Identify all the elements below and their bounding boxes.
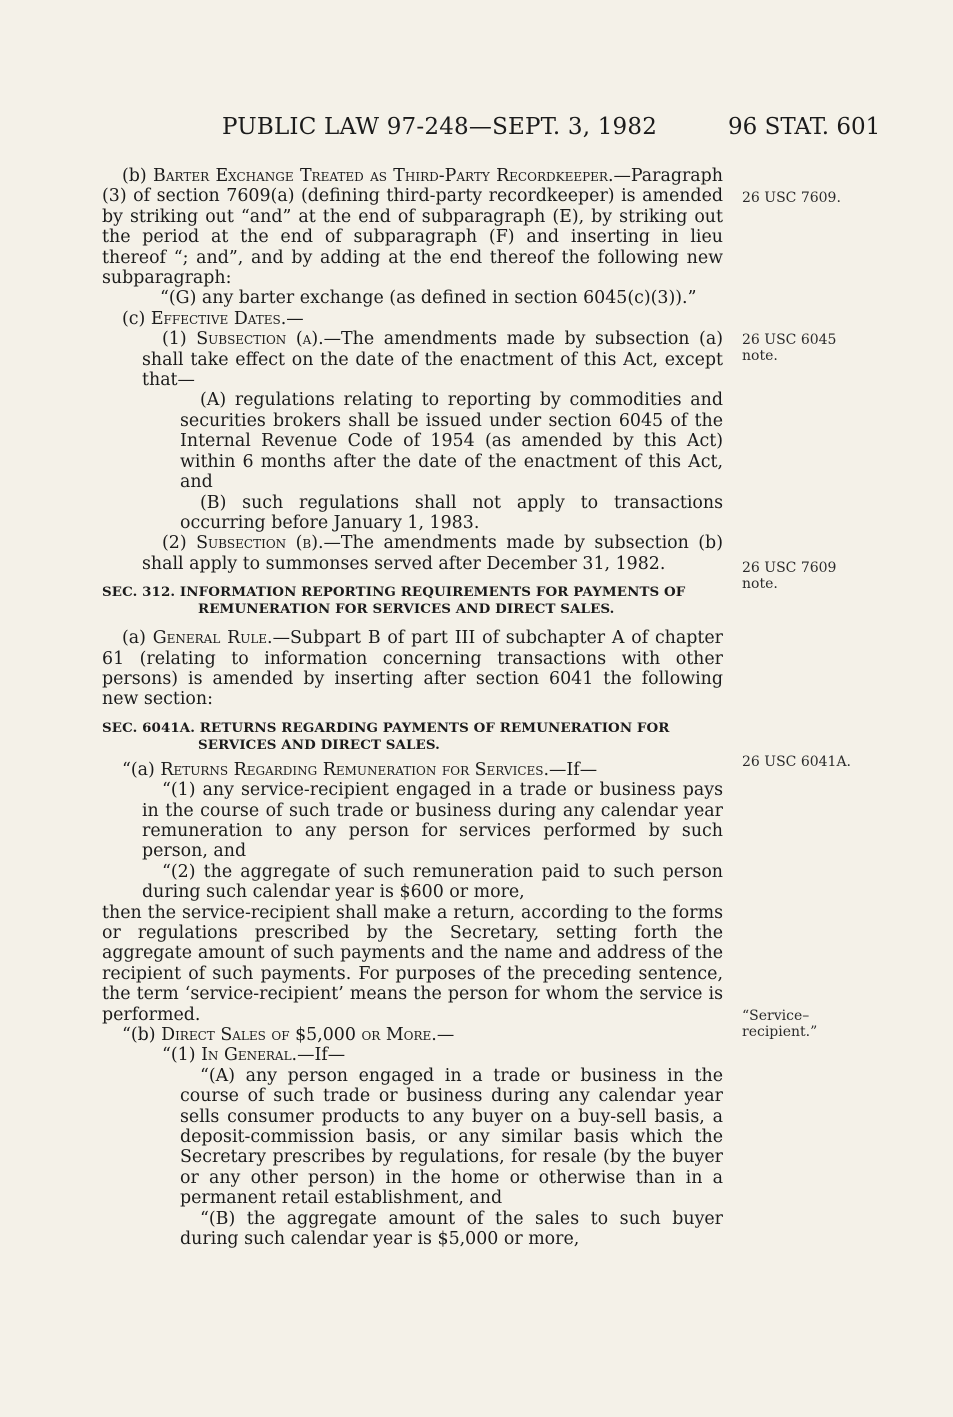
- heading-effective-dates: Effective Dates.: [150, 308, 287, 329]
- section-6041a-heading: SEC. 6041A. RETURNS REGARDING PAYMENTS OF REMUNERATION FOR SERVICES AND DIRECT SALES.: [102, 719, 670, 753]
- margin-note-6041a: 26 USC 6041A.: [742, 754, 852, 770]
- heading-general-rule: General Rule.: [152, 628, 273, 649]
- page-header: [0, 114, 953, 148]
- paragraph-rb1-B: “(B) the aggregate amount of the sales to such buyer during such calendar year is $5,000 or more,: [180, 1208, 723, 1250]
- paragraph-c2: (2) Subsection (b).—The amendments made by subsection (b) shall apply to summonses served after December 31, 1982.: [142, 533, 723, 574]
- paragraph-returns-remuneration: “(a) Returns Regarding Remuneration for Services.—If—: [122, 759, 598, 780]
- heading-returns-remuneration: Returns Regarding Remuneration for Services.: [160, 759, 550, 780]
- margin-note-7609-note: 26 USC 7609 note.: [742, 560, 837, 592]
- heading-subsection-a: Subsection (a).: [196, 329, 324, 350]
- paragraph-c1-B: (B) such regulations shall not apply to transactions occurring before January 1, 1983.: [180, 492, 723, 533]
- paragraph-ra-then: then the service-recipient shall make a return, according to the forms or regulations prescribed by the Secretary, setting forth the aggregate amount of such payments and the name and address of the recipient of such payments. For purposes of the preceding sentence, the term ‘service-recipient’ means the person for whom the service is performed.: [102, 902, 723, 1025]
- statute-page-number: 96 STAT. 601: [728, 114, 881, 140]
- heading-subsection-b: Subsection (b).: [196, 533, 324, 554]
- paragraph-c1-A: (A) regulations relating to reporting by commodities and securities brokers shall be issued under section 6045 of the Internal Revenue Code of 1954 (as amended by this Act) within 6 months after the date of the enactment of this Act, and: [180, 390, 723, 493]
- page-title: PUBLIC LAW 97-248—SEPT. 3, 1982: [222, 114, 658, 140]
- paragraph-c1: (1) Subsection (a).—The amendments made by subsection (a) shall take effect on the date of the enactment of this Act, except that—: [142, 329, 723, 391]
- margin-note-6045: 26 USC 6045 note.: [742, 332, 837, 364]
- paragraph-rb1: “(1) In General.—If—: [162, 1045, 346, 1066]
- paragraph-ra1: “(1) any service-recipient engaged in a trade or business pays in the course of such trade or business during any calendar year remuneration to any person for services performed by such person, and: [142, 780, 723, 862]
- paragraph-direct-sales: “(b) Direct Sales of $5,000 or More.—: [122, 1025, 455, 1046]
- heading-in-general: In General.: [201, 1045, 298, 1066]
- document-body: [102, 166, 723, 1250]
- paragraph-a-general-rule: (a) General Rule.—Subpart B of part III of subchapter A of chapter 61 (relating to information concerning transactions with other persons) is amended by inserting after section 6041 the following new section:: [102, 628, 723, 710]
- subparagraph-g: “(G) any barter exchange (as defined in section 6045(c)(3)).”: [160, 288, 697, 309]
- heading-barter-exchange: Barter Exchange Treated as Third-Party Recordkeeper.: [153, 166, 614, 186]
- section-312-heading: SEC. 312. INFORMATION REPORTING REQUIREMENTS FOR PAYMENTS OF REMUNERATION FOR SERVICES AND DIRECT SALES.: [102, 584, 686, 618]
- margin-note-service-recipient: “Service– recipient.”: [742, 1008, 818, 1040]
- margin-note-7609: 26 USC 7609.: [742, 190, 841, 206]
- paragraph-b-barter-exchange: (b) Barter Exchange Treated as Third-Party Recordkeeper.—Paragraph (3) of section 7609(a) (defining third-party recordkeeper) is amended by striking out “and” at the end of subparagraph (E), by striking out the period at the end of subparagraph (F) and inserting in lieu thereof “; and”, and by adding at the end thereof the following new subparagraph:: [102, 166, 724, 289]
- paragraph-ra2: “(2) the aggregate of such remuneration paid to such person during such calendar year is $600 or more,: [142, 861, 723, 903]
- paragraph-c-effective-dates: (c) Effective Dates.—: [122, 308, 304, 329]
- heading-direct-sales: Direct Sales of $5,000 or More.: [161, 1025, 437, 1046]
- paragraph-rb1-A: “(A) any person engaged in a trade or business in the course of such trade or business during any calendar year sells consumer products to any buyer on a buy-sell basis, a deposit-commission basis, or any similar basis which the Secretary prescribes by regulations, for resale (by the buyer or any other person) in the home or otherwise than in a permanent retail establishment, and: [180, 1065, 723, 1209]
